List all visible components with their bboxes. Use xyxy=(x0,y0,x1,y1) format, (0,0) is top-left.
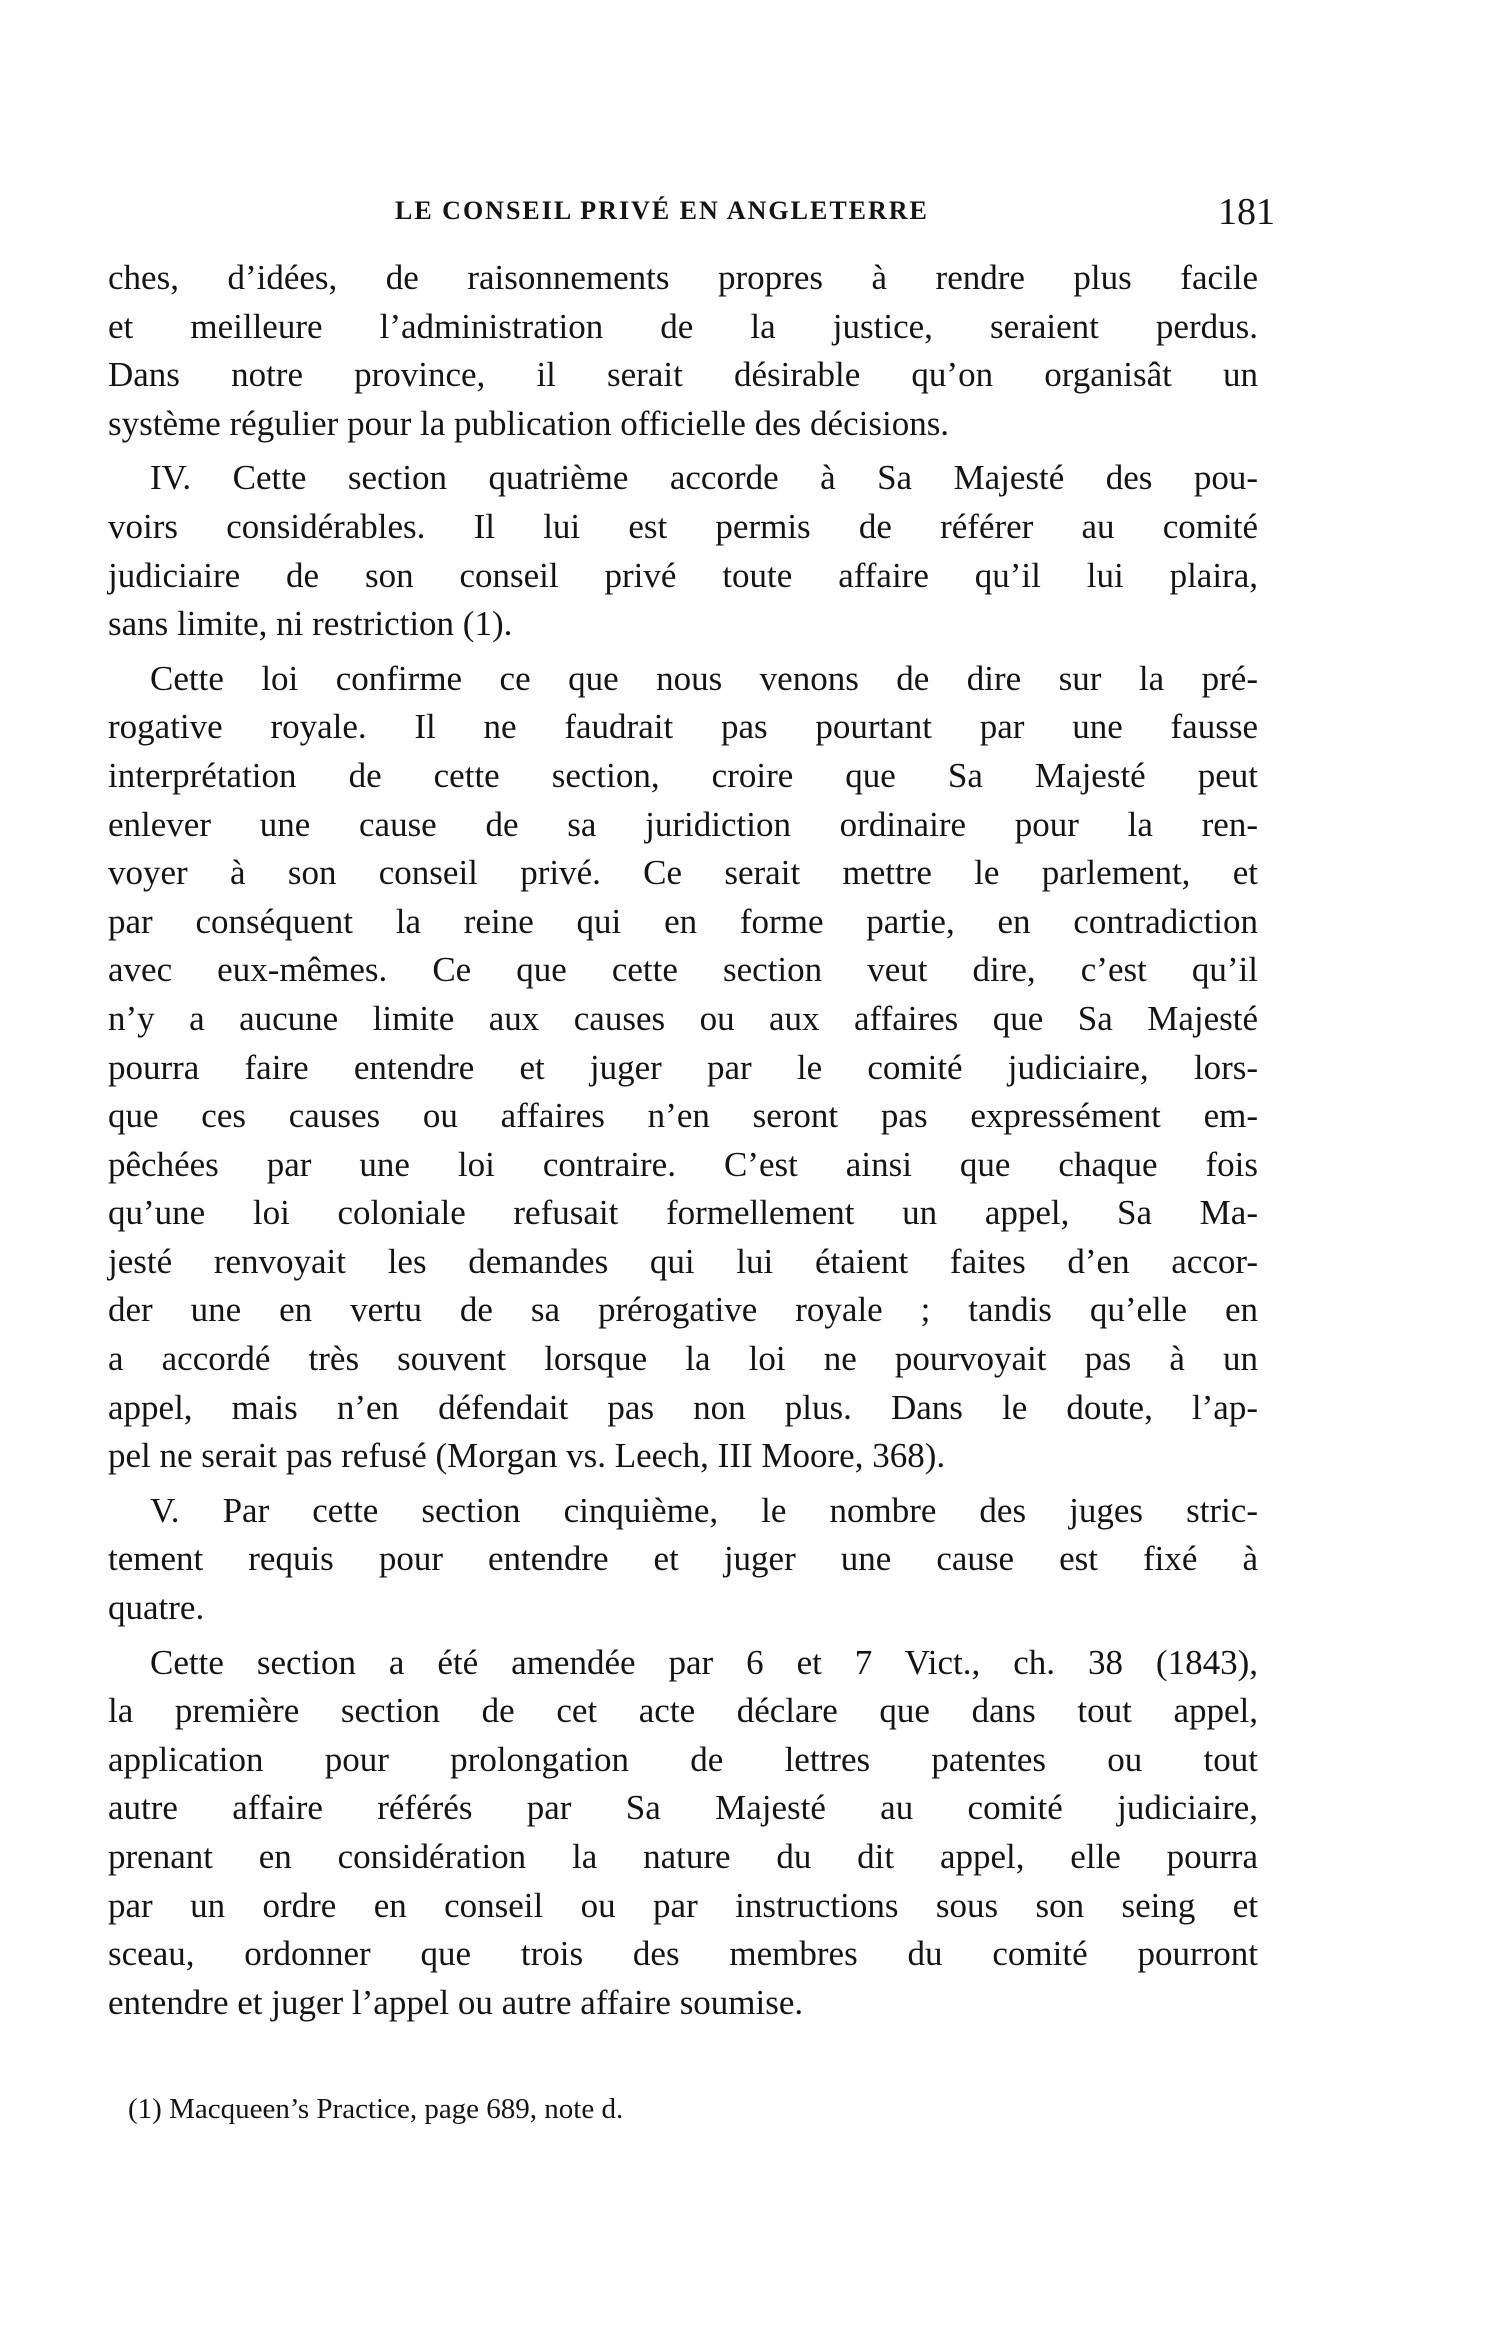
text-line: pel ne serait pas refusé (Morgan vs. Leech, III Moore, 368). xyxy=(108,1436,946,1476)
text-line: IV. Cette section quatrième accorde à Sa Majesté des pou- xyxy=(150,458,1258,498)
text-line: pourra faire entendre et juger par le comité judiciaire, lors- xyxy=(108,1047,1258,1087)
footnote: (1) Macqueen’s Practice, page 689, note d. xyxy=(128,2093,624,2125)
text-line: avec eux-mêmes. Ce que cette section veut dire, c’est qu’il xyxy=(108,950,1258,990)
text-line: application pour prolongation de lettres patentes ou tout xyxy=(108,1739,1258,1779)
running-title: LE CONSEIL PRIVÉ EN ANGLETERRE xyxy=(395,196,929,225)
text-line: rogative royale. Il ne faudrait pas pourtant par une fausse xyxy=(108,707,1258,747)
text-line: jesté renvoyait les demandes qui lui étaient faites d’en accor- xyxy=(108,1241,1258,1281)
text-line: autre affaire référés par Sa Majesté au comité judiciaire, xyxy=(108,1788,1258,1828)
text-line: système régulier pour la publication officielle des décisions. xyxy=(108,403,950,443)
page-number: 181 xyxy=(1218,191,1275,233)
text-line: judiciaire de son conseil privé toute affaire qu’il lui plaira, xyxy=(108,555,1258,595)
text-line: voirs considérables. Il lui est permis de référer au comité xyxy=(108,506,1258,546)
text-line: sceau, ordonner que trois des membres du comité pourront xyxy=(108,1934,1258,1974)
text-line: la première section de cet acte déclare que dans tout appel, xyxy=(108,1691,1258,1731)
text-line: Cette section a été amendée par 6 et 7 Vict., ch. 38 (1843), xyxy=(150,1642,1258,1682)
text-line: appel, mais n’en défendait pas non plus. Dans le doute, l’ap- xyxy=(108,1387,1258,1427)
text-line: et meilleure l’administration de la justice, seraient perdus. xyxy=(108,306,1258,346)
text-line: Cette loi confirme ce que nous venons de dire sur la pré- xyxy=(150,658,1258,698)
text-line: prenant en considération la nature du dit appel, elle pourra xyxy=(108,1837,1258,1876)
running-header xyxy=(395,190,1275,234)
text-line: quatre. xyxy=(108,1588,205,1628)
text-line: par un ordre en conseil ou par instructions sous son seing et xyxy=(108,1885,1258,1925)
text-line: que ces causes ou affaires n’en seront pas expressément em- xyxy=(108,1096,1258,1136)
text-line: V. Par cette section cinquième, le nombre des juges stric- xyxy=(150,1490,1258,1530)
text-line: entendre et juger l’appel ou autre affaire soumise. xyxy=(108,1982,804,2022)
text-line: ches, d’idées, de raisonnements propres à rendre plus facile xyxy=(108,258,1258,297)
text-line: par conséquent la reine qui en forme partie, en contradiction xyxy=(108,901,1258,941)
text-line: Dans notre province, il serait désirable qu’on organisât un xyxy=(108,355,1258,395)
text-line: tement requis pour entendre et juger une cause est fixé à xyxy=(108,1539,1258,1579)
text-line: der une en vertu de sa prérogative royale ; tandis qu’elle en xyxy=(108,1290,1258,1330)
text-line: voyer à son conseil privé. Ce serait mettre le parlement, et xyxy=(108,853,1258,893)
text-line: n’y a aucune limite aux causes ou aux affaires que Sa Majesté xyxy=(108,998,1258,1038)
text-line: interprétation de cette section, croire que Sa Majesté peut xyxy=(108,755,1258,795)
text-line: a accordé très souvent lorsque la loi ne pourvoyait pas à un xyxy=(108,1339,1258,1379)
text-line: sans limite, ni restriction (1). xyxy=(108,604,513,644)
text-line: enlever une cause de sa juridiction ordinaire pour la ren- xyxy=(108,804,1258,844)
text-line: pêchées par une loi contraire. C’est ainsi que chaque fois xyxy=(108,1144,1258,1184)
text-line: qu’une loi coloniale refusait formellement un appel, Sa Ma- xyxy=(108,1193,1258,1233)
body-text xyxy=(108,254,1258,2027)
